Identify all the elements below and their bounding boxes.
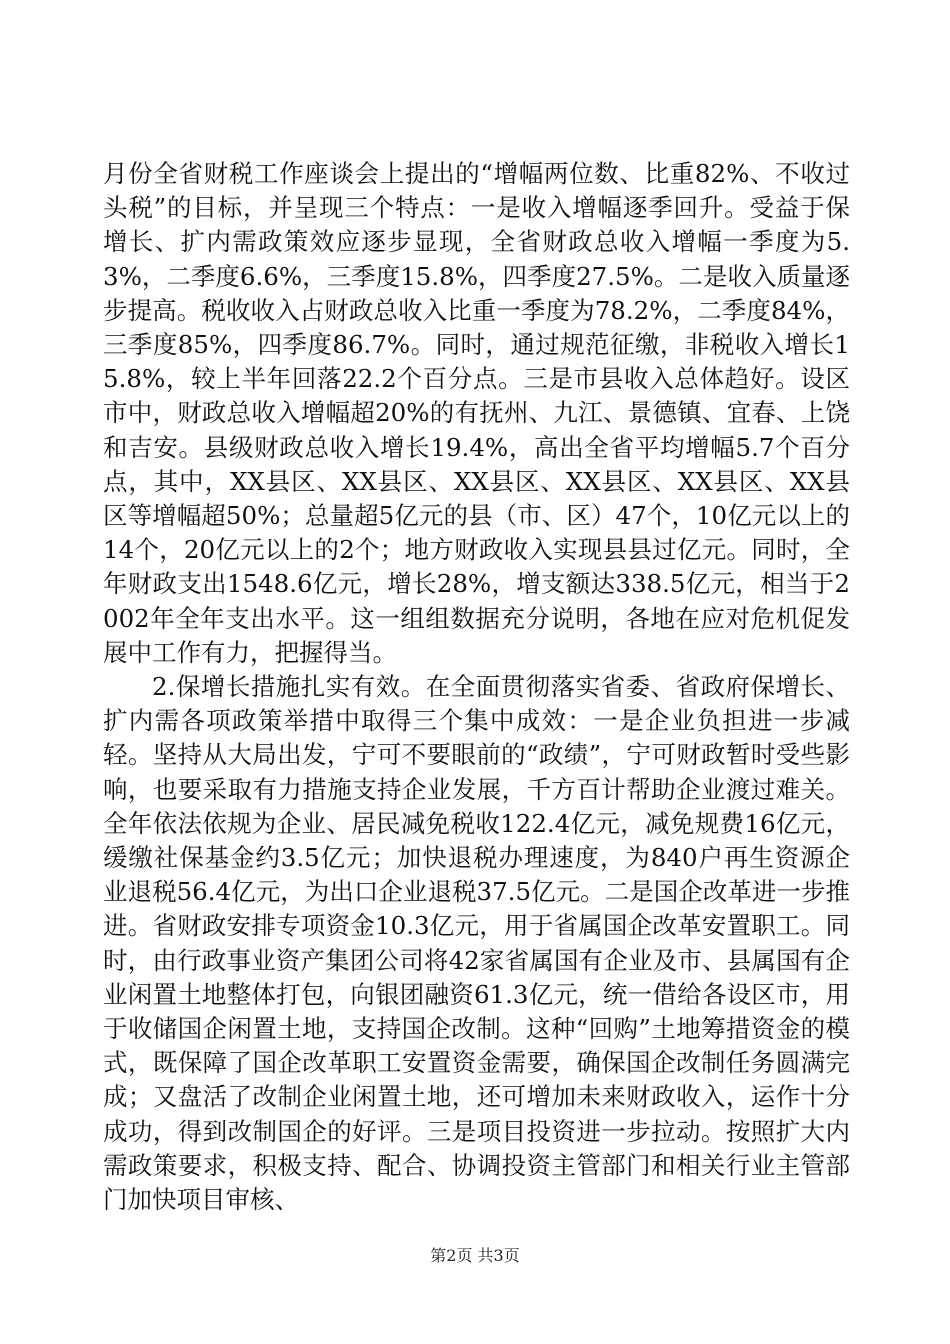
page-number: 第2页 共3页: [430, 1246, 520, 1265]
page-footer: [0, 1246, 950, 1266]
paragraph-2: 2.保增长措施扎实有效。在全面贯彻落实省委、省政府保增长、扩内需各项政策举措中取得三个集中成效：一是企业负担进一步减轻。坚持从大局出发，宁可不要眼前的“政绩”，宁可财政暂时受些影响，也要采取有力措施支持企业发展，千方百计帮助企业渡过难关。全年依法依规为企业、居民减免税收122.4亿元，减免规费16亿元，缓缴社保基金约3.5亿元；加快退税办理速度，为840户再生资源企业退税56.4亿元，为出口企业退税37.5亿元。二是国企改革进一步推进。省财政安排专项资金10.3亿元，用于省属国企改革安置职工。同时，由行政事业资产集团公司将42家省属国有企业及市、县属国有企业闲置土地整体打包，向银团融资61.3亿元，统一借给各设区市，用于收储国企闲置土地，支持国企改制。这种“回购”土地筹措资金的模式，既保障了国企改革职工安置资金需要，确保国企改制任务圆满完成；又盘活了改制企业闲置土地，还可增加未来财政收入，运作十分成功，得到改制国企的好评。三是项目投资进一步拉动。按照扩大内需政策要求，积极支持、配合、协调投资主管部门和相关行业主管部门加快项目审核、: [103, 672, 850, 1215]
document-body: [103, 157, 850, 1217]
paragraph-1: 月份全省财税工作座谈会上提出的“增幅两位数、比重82%、不收过头税”的目标，并呈现三个特点：一是收入增幅逐季回升。受益于保增长、扩内需政策效应逐步显现，全省财政总收入增幅一季度为5.3%，二季度6.6%，三季度15.8%，四季度27.5%。二是收入质量逐步提高。税收收入占财政总收入比重一季度为78.2%，二季度84%，三季度85%，四季度86.7%。同时，通过规范征缴，非税收入增长15.8%，较上半年回落22.2个百分点。三是市县收入总体趋好。设区市中，财政总收入增幅超20%的有抚州、九江、景德镇、宜春、上饶和吉安。县级财政总收入增长19.4%，高出全省平均增幅5.7个百分点，其中，XX县区、XX县区、XX县区、XX县区、XX县区、XX县区等增幅超50%；总量超5亿元的县（市、区）47个，10亿元以上的14个，20亿元以上的2个；地方财政收入实现县县过亿元。同时，全年财政支出1548.6亿元，增长28%，增支额达338.5亿元，相当于2002年全年支出水平。这一组组数据充分说明，各地在应对危机促发展中工作有力，把握得当。: [103, 159, 850, 667]
